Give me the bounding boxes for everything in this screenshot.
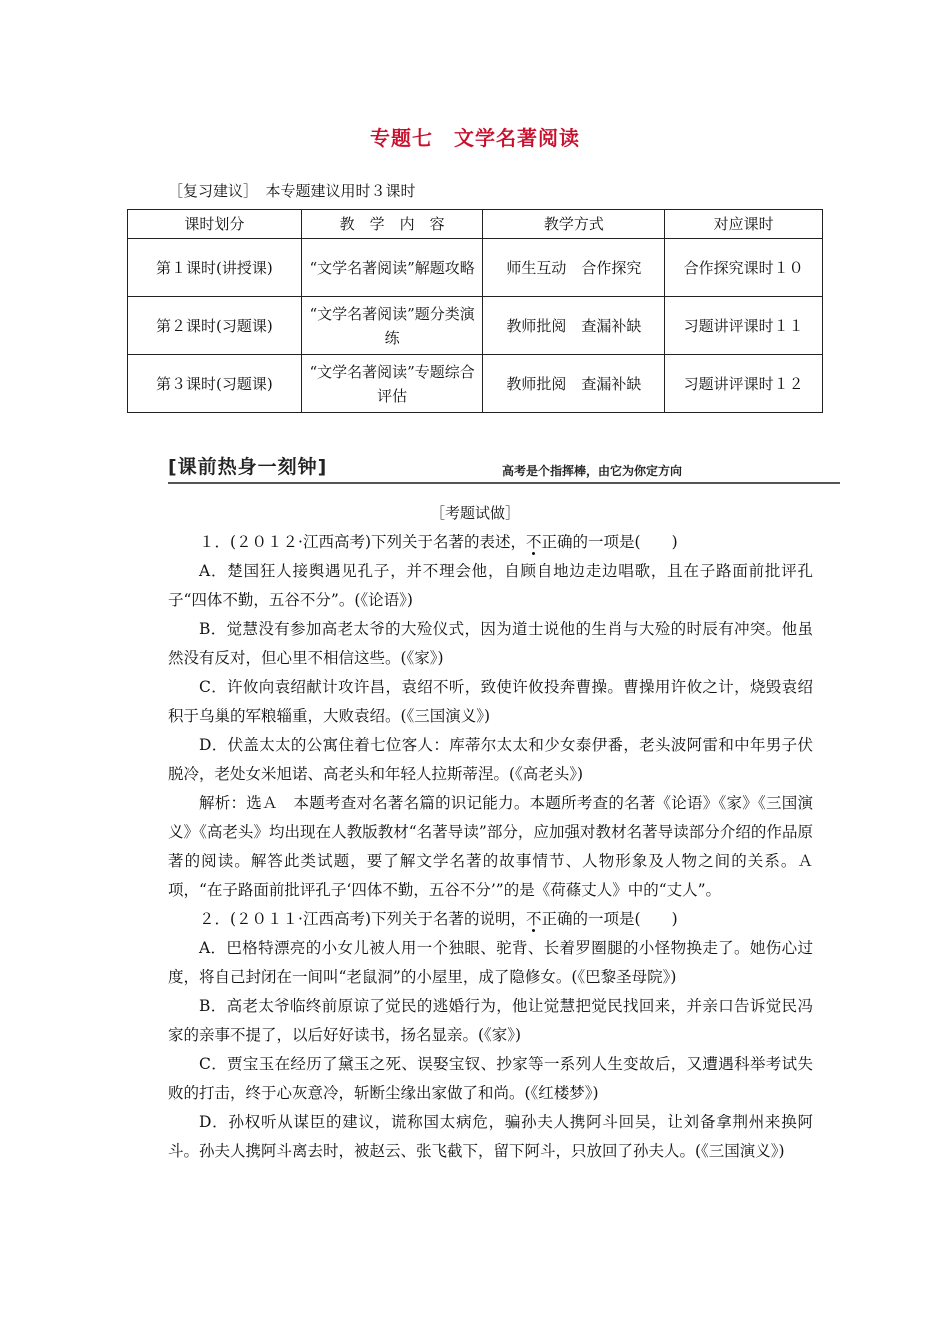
option-d: D．伏盖太太的公寓住着七位客人：库蒂尔太太和少女泰伊番，老头波阿雷和中年男子伏脱冷，老处女米旭诺、高老头和年轻人拉斯蒂涅。(《高老头》) — [168, 736, 813, 783]
table-cell: 第３课时(习题课) — [128, 355, 302, 413]
option-c: C．贾宝玉在经历了黛玉之死、误娶宝钗、抄家等一系列人生变故后，又遭遇科举考试失败的打击，终于心灰意冷，斩断尘缘出家做了和尚。(《红楼梦》) — [168, 1055, 813, 1102]
table-row — [128, 239, 823, 297]
review-advice: ［复习建议］ 本专题建议用时３课时 — [168, 182, 416, 200]
table-cell: 师生互动 合作探究 — [483, 239, 665, 297]
table-cell: 习题讲评课时１２ — [665, 355, 823, 413]
table-header-row — [128, 210, 823, 239]
table-row — [128, 355, 823, 413]
table-header-cell: 对应课时 — [665, 210, 823, 239]
emphasis-mark: 不 — [526, 910, 542, 928]
section-banner — [168, 452, 840, 484]
table-header-cell: 课时划分 — [128, 210, 302, 239]
table-header-cell: 教学方式 — [483, 210, 665, 239]
table-cell: 第１课时(讲授课) — [128, 239, 302, 297]
analysis-paragraph: 解析：选Ａ 本题考查对名著名篇的识记能力。本题所考查的名著《论语》《家》《三国演义》《高老头》均出现在人教版教材“名著导读”部分，应加强对教材名著导读部分介绍的作品原著的阅读。解答此类试题，要了解文学名著的故事情节、人物形象及人物之间的关系。Ａ项，“在子路面前批评孔子‘四体不勤，五谷不分’”的是《荷蓧丈人》中的“丈人”。 — [168, 794, 813, 899]
table-header-cell: 教 学 内 容 — [301, 210, 483, 239]
banner-slogan: 高考是个指挥棒，由它为你定方向 — [502, 464, 683, 478]
question-text: 正确的一项是( ) — [541, 910, 678, 928]
schedule-table — [127, 209, 823, 413]
table-cell: 教师批阅 查漏补缺 — [483, 355, 665, 413]
option-a: A．巴格特漂亮的小女儿被人用一个独眼、驼背、长着罗圈腿的小怪物换走了。她伤心过度，将自己封闭在一间叫“老鼠洞”的小屋里，成了隐修女。(《巴黎圣母院》) — [168, 939, 813, 986]
table-cell: “文学名著阅读”专题综合评估 — [301, 355, 483, 413]
question-2-stem — [168, 905, 813, 934]
option-b: B．高老太爷临终前原谅了觉民的逃婚行为，他让觉慧把觉民找回来，并亲口告诉觉民冯家的亲事不提了，以后好好读书，扬名显亲。(《家》) — [168, 997, 813, 1044]
option-a: A．楚国狂人接舆遇见孔子，并不理会他，自顾自地边走边唱歌，且在子路面前批评孔子“四体不勤，五谷不分”。(《论语》) — [168, 562, 813, 609]
option-d: D．孙权听从谋臣的建议，谎称国太病危，骗孙夫人携阿斗回吴，让刘备拿荆州来换阿斗。孙夫人携阿斗离去时，被赵云、张飞截下，留下阿斗，只放回了孙夫人。(《三国演义》) — [168, 1113, 813, 1160]
page-title: 专题七 文学名著阅读 — [370, 126, 580, 150]
option-c: C．许攸向袁绍献计攻许昌，袁绍不听，致使许攸投奔曹操。曹操用许攸之计，烧毁袁绍积于乌巢的军粮辎重，大败袁绍。(《三国演义》) — [168, 678, 813, 725]
table-cell: “文学名著阅读”题分类演练 — [301, 297, 483, 355]
question-1-stem — [168, 528, 813, 557]
table-cell: 合作探究课时１０ — [665, 239, 823, 297]
option-b: B．觉慧没有参加高老太爷的大殓仪式，因为道士说他的生肖与大殓的时辰有冲突。他虽然没有反对，但心里不相信这些。(《家》) — [168, 620, 813, 667]
emphasis-mark: 不 — [526, 533, 542, 551]
section-subheading: ［考题试做］ — [429, 504, 520, 522]
table-cell: 第２课时(习题课) — [128, 297, 302, 355]
table-cell: “文学名著阅读”解题攻略 — [301, 239, 483, 297]
banner-heading: [课前热身一刻钟] — [168, 456, 328, 478]
question-text: １．(２０１２·江西高考)下列关于名著的表述， — [199, 533, 527, 551]
question-text: 正确的一项是( ) — [541, 533, 678, 551]
question-content — [168, 528, 813, 1166]
table-cell: 教师批阅 查漏补缺 — [483, 297, 665, 355]
table-row — [128, 297, 823, 355]
table-cell: 习题讲评课时１１ — [665, 297, 823, 355]
question-text: ２．(２０１１·江西高考)下列关于名著的说明， — [199, 910, 527, 928]
